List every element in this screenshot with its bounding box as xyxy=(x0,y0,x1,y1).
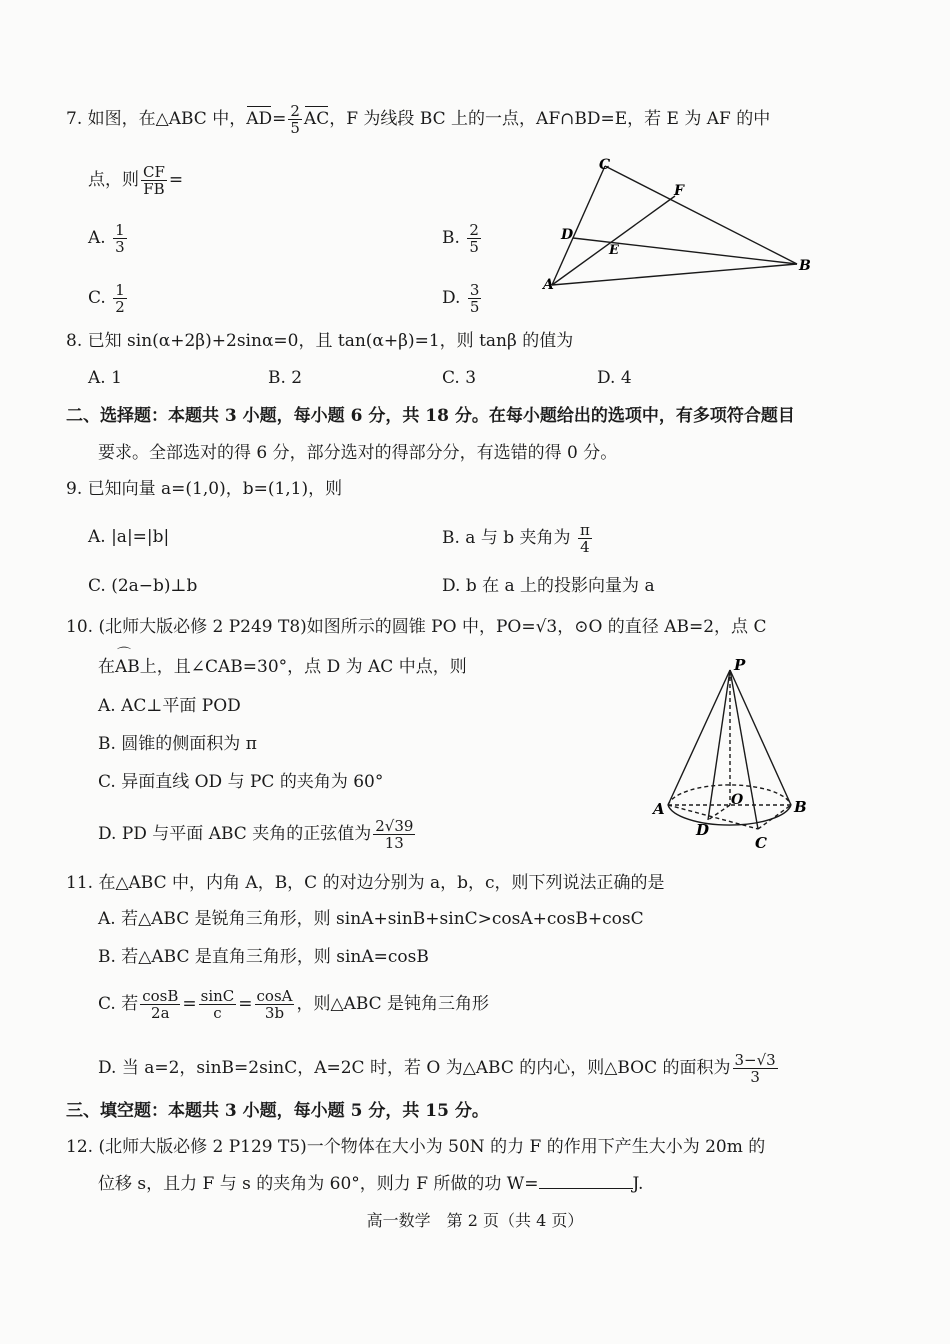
q7-text-d: = xyxy=(168,170,184,190)
segment-ab xyxy=(552,264,797,285)
q11-option-c-frac1-num: cosB xyxy=(142,987,179,1005)
q7-option-a-label: A. xyxy=(88,228,106,248)
q10-text-a: 在 xyxy=(98,657,115,677)
q7-option-a-frac xyxy=(113,222,127,255)
q10-option-b: B. 圆锥的侧面积为 π xyxy=(98,734,257,754)
q10-text-b: 上，且∠CAB=30°，点 D 为 AC 中点，则 xyxy=(139,657,467,677)
q8-option-b: B. 2 xyxy=(268,368,303,388)
label-a: A xyxy=(653,800,665,818)
q11-option-c xyxy=(98,988,489,1021)
q7-cf-num: CF xyxy=(143,163,165,181)
q9-option-c: C. (2a−b)⊥b xyxy=(88,576,198,596)
q7-option-a-num: 1 xyxy=(115,221,125,239)
q7-option-c xyxy=(88,282,129,315)
vector-ac: AC xyxy=(303,109,330,129)
q11-option-c-frac2-num: sinC xyxy=(200,987,235,1005)
q11-option-c-frac1 xyxy=(140,988,180,1021)
q12-text-b: J. xyxy=(632,1174,644,1194)
q11-option-c-frac3 xyxy=(255,988,295,1021)
q7-option-a xyxy=(88,222,129,255)
segment-cb xyxy=(605,166,797,264)
label-c: C xyxy=(755,834,767,852)
q10-option-d xyxy=(98,818,417,851)
q11-option-c-frac3-num: cosA xyxy=(256,987,293,1005)
q7-option-a-den: 3 xyxy=(115,238,125,256)
q11-option-c-frac2-den: c xyxy=(213,1004,222,1022)
q7-option-b xyxy=(442,222,483,255)
q9-option-b-num: π xyxy=(579,521,590,539)
segment-cb xyxy=(758,805,791,829)
q11-option-c-frac2 xyxy=(199,988,237,1021)
q7-option-c-num: 1 xyxy=(115,281,125,299)
q7-option-b-den: 5 xyxy=(469,238,479,256)
q11-option-c-frac1-den: 2a xyxy=(151,1004,170,1022)
q7-option-d-label: D. xyxy=(442,288,461,308)
q11-option-d xyxy=(98,1052,780,1085)
q8-stem: 8. 已知 sin(α+2β)+2sinα=0，且 tan(α+β)=1，则 tanβ 的值为 xyxy=(66,331,574,351)
q11-option-d-text: D. 当 a=2，sinB=2sinC，A=2C 时，若 O 为△ABC 的内心，则△BOC 的面积为 xyxy=(98,1058,731,1078)
q10-option-d-num: 2√39 xyxy=(375,817,414,835)
q7-option-d-frac xyxy=(468,282,482,315)
arc-ab: ⌒ AB xyxy=(115,656,140,678)
q10-option-d-den: 13 xyxy=(384,834,404,852)
q7-option-c-label: C. xyxy=(88,288,106,308)
q11-option-d-num: 3−√3 xyxy=(734,1051,776,1069)
q7-cf-den: FB xyxy=(143,180,165,198)
q7-option-c-frac xyxy=(113,282,127,315)
label-b: B xyxy=(799,258,811,274)
q12-stem-line1: 12. (北师大版必修 2 P129 T5)一个物体在大小为 50N 的力 F 的作用下产生大小为 20m 的 xyxy=(66,1137,766,1157)
q8-option-d: D. 4 xyxy=(597,368,632,388)
q11-stem: 11. 在△ABC 中，内角 A，B，C 的对边分别为 a，b，c，则下列说法正确的是 xyxy=(66,873,665,893)
q7-text-b: ，F 为线段 BC 上的一点，AF∩BD=E，若 E 为 AF 的中 xyxy=(329,109,771,129)
q7-option-c-den: 2 xyxy=(115,298,125,316)
q11-option-d-frac xyxy=(733,1052,778,1085)
label-p: P xyxy=(734,656,746,674)
q9-option-d: D. b 在 a 上的投影向量为 a xyxy=(442,576,655,596)
label-c: C xyxy=(599,157,611,173)
q7-stem-line2 xyxy=(88,164,183,197)
q11-option-c-text-a: C. 若 xyxy=(98,994,139,1014)
q11-option-c-eq2: = xyxy=(238,994,253,1014)
q7-frac-den: 5 xyxy=(290,119,300,137)
section2-heading: 二、选择题：本题共 3 小题，每小题 6 分，共 18 分。在每小题给出的选项中，有多项符合题目 xyxy=(66,406,795,426)
q7-frac-num: 2 xyxy=(290,102,300,120)
q7-option-b-frac xyxy=(467,222,481,255)
label-e: E xyxy=(609,243,619,258)
q10-stem-line2 xyxy=(98,656,467,678)
q9-option-b-den: 4 xyxy=(580,538,590,556)
segment-od xyxy=(708,805,730,820)
q7-cf-fraction xyxy=(141,164,167,197)
q9-option-a: A. |a|=|b| xyxy=(88,527,170,547)
section3-heading: 三、填空题：本题共 3 小题，每小题 5 分，共 15 分。 xyxy=(66,1101,489,1121)
segment-ac xyxy=(552,166,605,285)
q11-option-c-eq1: = xyxy=(182,994,197,1014)
q7-option-d xyxy=(442,282,483,315)
q9-option-b-frac xyxy=(578,522,592,555)
label-b: B xyxy=(794,798,807,816)
base-back-arc xyxy=(668,785,791,805)
q8-option-c: C. 3 xyxy=(442,368,477,388)
q9-option-b-text: B. a 与 b 夹角为 xyxy=(442,528,571,548)
q11-option-d-den: 3 xyxy=(750,1068,760,1086)
q8-option-a: A. 1 xyxy=(88,368,122,388)
vector-ad: AD xyxy=(246,109,273,129)
label-o: O xyxy=(731,792,744,808)
q10-stem-line1: 10. (北师大版必修 2 P249 T8)如图所示的圆锥 PO 中，PO=√3，⊙O 的直径 AB=2，点 C xyxy=(66,617,767,637)
q9-stem: 9. 已知向量 a=(1,0)，b=(1,1)，则 xyxy=(66,479,343,499)
q11-option-a: A. 若△ABC 是锐角三角形，则 sinA+sinB+sinC>cosA+cosB+cosC xyxy=(98,909,644,929)
q7-eq: = xyxy=(272,109,287,129)
q12-text-a: 位移 s，且力 F 与 s 的夹角为 60°，则力 F 所做的功 W= xyxy=(98,1174,539,1194)
label-d: D xyxy=(561,227,574,243)
q11-option-b: B. 若△ABC 是直角三角形，则 sinA=cosB xyxy=(98,947,429,967)
q7-text-c: 点，则 xyxy=(88,170,139,190)
q10-option-d-text: D. PD 与平面 ABC 夹角的正弦值为 xyxy=(98,824,372,844)
q7-triangle-figure xyxy=(535,150,825,300)
q10-option-d-frac xyxy=(373,818,415,851)
segment-bd xyxy=(573,238,797,264)
q7-option-b-num: 2 xyxy=(469,221,479,239)
page-footer: 高一数学 第 2 页（共 4 页） xyxy=(366,1211,584,1230)
q7-text-a: 7. 如图，在△ABC 中， xyxy=(66,109,247,129)
q7-option-b-label: B. xyxy=(442,228,460,248)
label-f: F xyxy=(674,183,684,199)
q11-option-c-text-b: ，则△ABC 是钝角三角形 xyxy=(296,994,490,1014)
label-d: D xyxy=(696,821,710,839)
q9-option-b xyxy=(442,522,594,555)
section2-instructions: 要求。全部选对的得 6 分，部分选对的得部分分，有选错的得 0 分。 xyxy=(98,443,618,463)
q7-option-d-den: 5 xyxy=(469,298,480,316)
q7-fraction xyxy=(288,103,302,136)
label-a: A xyxy=(543,277,554,293)
q10-option-a: A. AC⊥平面 POD xyxy=(98,696,241,716)
q7-option-d-num: 3 xyxy=(469,281,480,299)
q7-stem-line1 xyxy=(66,103,770,136)
q10-option-c: C. 异面直线 OD 与 PC 的夹角为 60° xyxy=(98,772,384,792)
q10-cone-figure xyxy=(648,652,818,852)
q11-option-c-frac3-den: 3b xyxy=(264,1004,285,1022)
q12-stem-line2 xyxy=(98,1172,643,1195)
answer-blank[interactable] xyxy=(539,1172,633,1189)
